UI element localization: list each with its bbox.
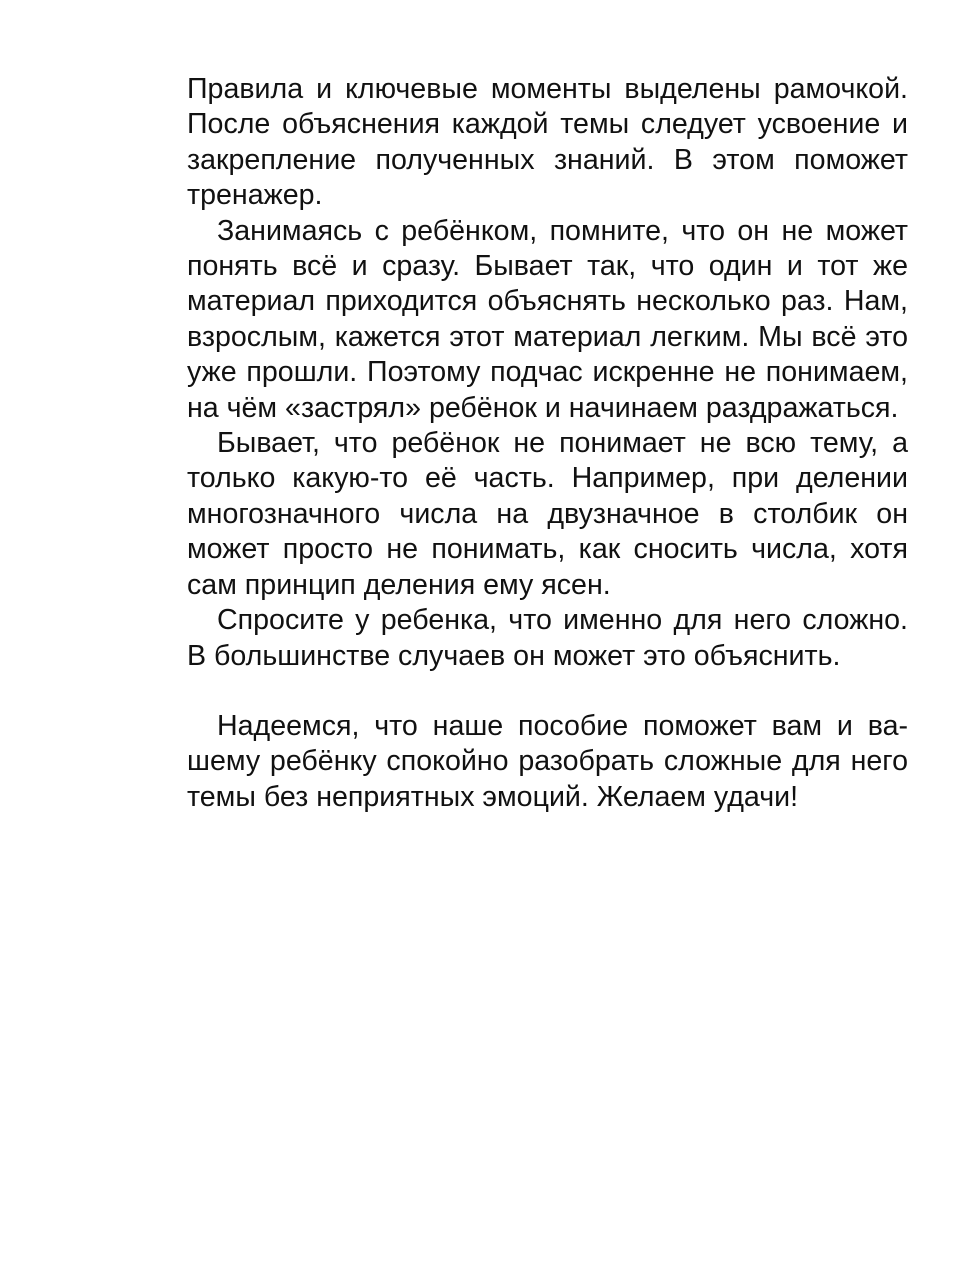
paragraph-rules: Правила и ключевые моменты выделены рамочкой. После объяснения каждой темы следует усвоение и закрепление полученных знаний. В этом поможет тренажер. — [187, 73, 908, 212]
paragraph-ask-child: Спросите у ребенка, что именно для него сложно. В большинстве случаев он может это объяснить. — [187, 604, 908, 672]
paragraph-spacer — [187, 674, 908, 709]
paragraph-partial-understanding: Бывает, что ребёнок не понимает не всю тему, а только какую-то её часть. Например, при делении многозначного числа на двузначное в столбик он может просто не понимать, как сносить числа, хотя сам принцип деления ему ясен. — [187, 427, 908, 601]
body-text — [187, 72, 908, 815]
paragraph-closing: Надеемся, что наше пособие поможет вам и вашему ребёнку спокойно разобрать сложные для него темы без неприятных эмоций. Желаем удачи! — [187, 709, 908, 813]
paragraph-patience: Занимаясь с ребёнком, помните, что он не может понять всё и сразу. Бывает так, что один и тот же материал приходится объяснять несколько раз. Нам, взрослым, кажется этот материал легким. Мы всё это уже прошли. Поэтому подчас искренне не понимаем, на чём «застрял» ребёнок и начинаем раздражаться. — [187, 214, 908, 424]
